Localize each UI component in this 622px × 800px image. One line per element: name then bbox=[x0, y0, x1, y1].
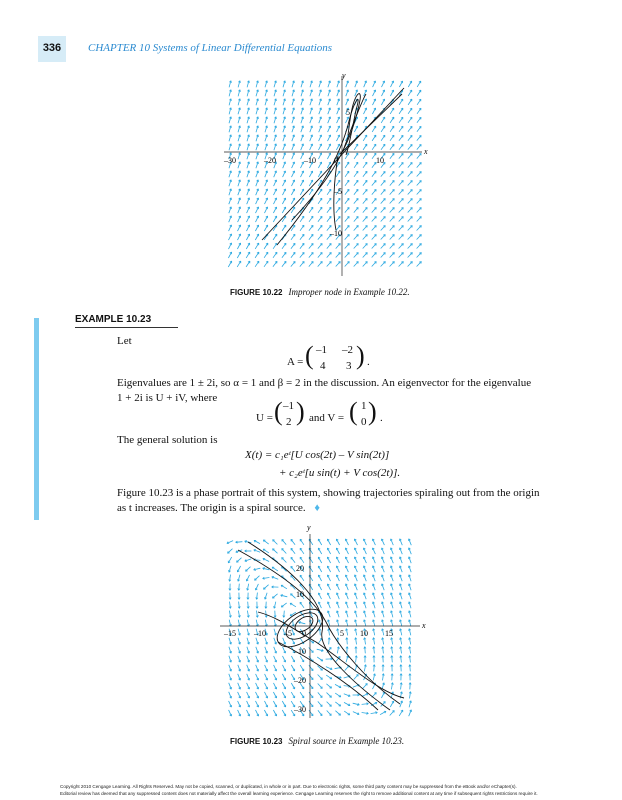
direction-arrow bbox=[300, 252, 304, 257]
direction-arrow bbox=[399, 180, 404, 185]
direction-arrow bbox=[336, 198, 340, 203]
direction-arrow bbox=[390, 244, 395, 249]
direction-arrow bbox=[228, 549, 233, 554]
direction-arrow bbox=[336, 253, 341, 258]
direction-arrow bbox=[381, 253, 386, 258]
direction-arrow bbox=[399, 253, 404, 258]
direction-arrow bbox=[408, 235, 413, 240]
example-let: Let bbox=[117, 335, 132, 347]
direction-arrow bbox=[381, 235, 386, 240]
direction-arrow bbox=[417, 144, 421, 149]
direction-arrow bbox=[363, 253, 368, 258]
direction-arrow bbox=[399, 244, 404, 249]
direction-arrow bbox=[381, 262, 386, 267]
direction-arrow bbox=[372, 198, 376, 203]
general-solution-intro: The general solution is bbox=[117, 434, 218, 446]
matrix-a-11: –1 bbox=[316, 344, 327, 356]
y-tick-2-4: –20 bbox=[294, 676, 306, 685]
direction-arrow bbox=[399, 171, 403, 176]
direction-arrow bbox=[318, 252, 322, 257]
direction-arrow bbox=[417, 253, 422, 258]
direction-arrow bbox=[246, 567, 251, 572]
direction-arrow bbox=[282, 549, 287, 554]
description-line-2-text: as t increases. The origin is a spiral source. bbox=[117, 502, 306, 514]
x-tick-4: 0 bbox=[334, 156, 338, 165]
vector-period: . bbox=[380, 412, 383, 424]
y-axis-label-1: y bbox=[342, 71, 346, 80]
direction-arrow bbox=[363, 235, 368, 240]
direction-arrow bbox=[390, 711, 395, 716]
y-tick-2: –5 bbox=[334, 187, 342, 196]
direction-arrow bbox=[354, 207, 358, 212]
direction-arrow bbox=[381, 208, 386, 213]
direction-arrow bbox=[309, 674, 313, 679]
direction-arrow bbox=[363, 684, 368, 689]
direction-arrow bbox=[345, 216, 349, 221]
direction-arrow bbox=[372, 207, 377, 212]
direction-arrow bbox=[399, 226, 404, 231]
direction-arrow bbox=[345, 207, 349, 212]
direction-arrow bbox=[309, 683, 313, 688]
direction-arrow bbox=[354, 235, 359, 240]
direction-arrow bbox=[327, 702, 332, 707]
direction-arrow bbox=[408, 208, 413, 213]
direction-arrow bbox=[372, 262, 377, 267]
direction-arrow bbox=[408, 190, 413, 195]
direction-arrow bbox=[408, 144, 412, 149]
direction-arrow bbox=[326, 684, 331, 688]
matrix-a-21: 4 bbox=[320, 360, 326, 372]
direction-arrow bbox=[417, 235, 422, 240]
direction-arrow bbox=[363, 262, 368, 267]
example-sidebar-bar bbox=[34, 318, 39, 520]
direction-arrow bbox=[363, 244, 368, 249]
x-tick-2-6: 10 bbox=[360, 629, 368, 638]
direction-arrow bbox=[417, 199, 422, 204]
direction-arrow bbox=[390, 144, 394, 149]
direction-arrow bbox=[291, 557, 295, 562]
direction-arrow bbox=[417, 208, 422, 213]
direction-arrow bbox=[309, 225, 313, 230]
direction-arrow bbox=[399, 262, 404, 267]
direction-arrow bbox=[399, 208, 404, 213]
eigen-line-1: Eigenvalues are 1 ± 2i, so α = 1 and β = 2 in the discussion. An eigenvector for the eigenvalue bbox=[117, 377, 532, 389]
direction-arrow bbox=[417, 126, 421, 131]
direction-arrow bbox=[390, 217, 395, 222]
direction-arrow bbox=[272, 594, 277, 598]
figure-10-22-caption bbox=[230, 287, 410, 297]
figure-10-22-label: FIGURE 10.22 bbox=[230, 288, 283, 297]
direction-field-1 bbox=[228, 81, 421, 267]
direction-arrow bbox=[390, 226, 395, 231]
direction-arrow bbox=[363, 180, 367, 185]
direction-arrow bbox=[417, 162, 422, 167]
direction-arrow bbox=[300, 234, 304, 239]
direction-arrow bbox=[363, 189, 367, 194]
direction-arrow bbox=[345, 225, 349, 230]
vector-v-2: 0 bbox=[361, 416, 367, 428]
direction-arrow bbox=[390, 180, 394, 185]
direction-arrow bbox=[390, 262, 395, 267]
figure-10-23-text: Spiral source in Example 10.23. bbox=[288, 736, 405, 746]
y-tick-2-5: –30 bbox=[294, 705, 306, 714]
direction-arrow bbox=[335, 702, 340, 706]
direction-arrow bbox=[336, 243, 341, 248]
figure-10-23-label: FIGURE 10.23 bbox=[230, 737, 283, 746]
direction-arrow bbox=[372, 253, 377, 258]
matrix-a-right-paren: ) bbox=[356, 341, 365, 370]
eigen-line-2: 1 + 2i is U + iV, where bbox=[117, 392, 218, 404]
x-tick-5: 10 bbox=[376, 156, 384, 165]
direction-arrow bbox=[372, 235, 377, 240]
direction-arrow bbox=[335, 711, 340, 716]
direction-arrow bbox=[381, 198, 386, 203]
direction-arrow bbox=[327, 243, 331, 248]
direction-arrow bbox=[372, 217, 377, 222]
direction-arrow bbox=[408, 253, 413, 258]
direction-arrow bbox=[399, 199, 404, 204]
direction-arrow bbox=[309, 234, 313, 239]
direction-arrow bbox=[318, 710, 322, 715]
footer-copyright-line-2: Editorial review has deemed that any suppressed content does not materially affect the overall learning experience. Cengage Learning reserves the right to remove additional content at any time if subsequent rights restrictions require it. bbox=[60, 791, 538, 796]
direction-arrow bbox=[318, 692, 322, 697]
direction-arrow bbox=[408, 135, 412, 140]
direction-arrow bbox=[345, 189, 349, 194]
direction-arrow bbox=[381, 171, 385, 176]
direction-arrow bbox=[390, 199, 395, 204]
direction-arrow bbox=[354, 225, 359, 230]
direction-arrow bbox=[318, 684, 323, 689]
direction-arrow bbox=[399, 144, 403, 149]
x-tick-2-3: –5 bbox=[284, 629, 292, 638]
direction-arrow bbox=[237, 558, 242, 563]
direction-arrow bbox=[363, 207, 367, 212]
direction-arrow bbox=[390, 235, 395, 240]
direction-arrow bbox=[399, 235, 404, 240]
direction-arrow bbox=[399, 217, 404, 222]
y-axis-label-2: y bbox=[307, 523, 311, 532]
direction-arrow bbox=[408, 153, 412, 158]
y-tick-1: 5 bbox=[346, 108, 350, 117]
direction-arrow bbox=[282, 252, 286, 257]
direction-arrow bbox=[300, 261, 304, 266]
direction-arrow bbox=[309, 252, 313, 257]
y-tick-2-2: 10 bbox=[296, 590, 304, 599]
direction-arrow bbox=[408, 217, 413, 222]
y-tick-3: –10 bbox=[330, 229, 342, 238]
direction-arrow bbox=[417, 181, 422, 186]
direction-arrow bbox=[327, 216, 331, 221]
direction-arrow bbox=[408, 126, 412, 131]
direction-arrow bbox=[345, 262, 350, 267]
direction-arrow bbox=[354, 253, 359, 258]
direction-arrow bbox=[399, 135, 403, 140]
direction-arrow bbox=[281, 603, 286, 607]
direction-arrow bbox=[327, 262, 332, 267]
direction-arrow bbox=[408, 162, 412, 167]
direction-arrow bbox=[345, 253, 350, 258]
direction-arrow bbox=[291, 261, 295, 266]
direction-arrow bbox=[300, 243, 304, 248]
figure-10-23-phase-portrait bbox=[218, 522, 430, 722]
footer-copyright-line-1: Copyright 2010 Cengage Learning. All Rights Reserved. May not be copied, scanned, or duplicated, in whole or in part. Due to electronic rights, some third party content may be suppressed from the eBook and/or eChapter(s). bbox=[60, 784, 517, 789]
direction-arrow bbox=[273, 549, 278, 554]
direction-arrow bbox=[372, 226, 377, 231]
direction-arrow bbox=[327, 207, 331, 212]
vector-u-2: 2 bbox=[286, 416, 292, 428]
matrix-a-period: . bbox=[367, 356, 370, 368]
direction-arrow bbox=[408, 199, 413, 204]
direction-arrow bbox=[263, 585, 268, 590]
direction-arrow bbox=[390, 162, 394, 167]
x-tick-2-2: –10 bbox=[254, 629, 266, 638]
direction-arrow bbox=[282, 539, 286, 544]
direction-arrow bbox=[318, 234, 322, 239]
direction-arrow bbox=[354, 244, 359, 249]
direction-arrow bbox=[417, 190, 422, 195]
solution-line-2: + c₂eᵗ[u sin(t) + V cos(2t)]. bbox=[279, 467, 401, 479]
direction-arrow bbox=[282, 558, 287, 563]
direction-arrow bbox=[390, 208, 395, 213]
matrix-a-22: 3 bbox=[346, 360, 352, 372]
x-tick-2: –20 bbox=[264, 156, 276, 165]
direction-arrow bbox=[309, 648, 314, 653]
x-tick-2-7: 15 bbox=[385, 629, 393, 638]
direction-arrow bbox=[372, 244, 377, 249]
direction-arrow bbox=[327, 711, 332, 716]
x-tick-2-5: 5 bbox=[340, 629, 344, 638]
direction-arrow bbox=[327, 252, 332, 257]
direction-arrow bbox=[336, 262, 341, 267]
direction-arrow bbox=[309, 665, 313, 670]
direction-arrow bbox=[363, 198, 367, 203]
direction-arrow bbox=[363, 226, 368, 231]
direction-arrow bbox=[417, 153, 421, 158]
vector-u-name: U = bbox=[256, 412, 273, 424]
direction-arrow bbox=[354, 180, 358, 185]
direction-arrow bbox=[309, 261, 313, 266]
direction-arrow bbox=[417, 117, 421, 122]
example-rule bbox=[75, 327, 178, 328]
direction-arrow bbox=[354, 189, 358, 194]
direction-arrow bbox=[363, 171, 367, 176]
direction-arrow bbox=[408, 226, 413, 231]
y-tick-2-3: –10 bbox=[294, 647, 306, 656]
direction-arrow bbox=[327, 693, 332, 698]
direction-arrow bbox=[318, 701, 322, 706]
direction-arrow bbox=[399, 153, 403, 158]
matrix-a-name: A = bbox=[287, 356, 304, 368]
x-tick-3: –10 bbox=[304, 156, 316, 165]
direction-arrow bbox=[381, 217, 386, 222]
direction-arrow bbox=[354, 198, 358, 203]
direction-arrow bbox=[381, 189, 385, 194]
direction-arrow bbox=[291, 548, 295, 553]
vector-u-left-paren: ( bbox=[274, 397, 283, 426]
direction-arrow bbox=[345, 244, 350, 249]
direction-arrow bbox=[381, 244, 386, 249]
direction-arrow bbox=[408, 244, 413, 249]
direction-arrow bbox=[282, 261, 286, 266]
direction-arrow bbox=[273, 261, 277, 266]
direction-arrow bbox=[291, 566, 295, 571]
vector-u-1: –1 bbox=[283, 400, 294, 412]
direction-arrow bbox=[318, 261, 323, 266]
and-v-label: and V = bbox=[309, 412, 345, 424]
direction-arrow bbox=[354, 216, 358, 221]
direction-arrow bbox=[345, 198, 349, 203]
x-axis-label-2: x bbox=[422, 621, 426, 630]
vector-v-left-paren: ( bbox=[349, 397, 358, 426]
vector-v-right-paren: ) bbox=[368, 397, 377, 426]
direction-arrow bbox=[318, 216, 322, 221]
description-line-2 bbox=[117, 501, 320, 516]
direction-arrow bbox=[363, 216, 368, 221]
direction-arrow bbox=[408, 262, 413, 267]
direction-arrow bbox=[354, 675, 359, 680]
direction-arrow bbox=[381, 226, 386, 231]
direction-arrow bbox=[291, 539, 295, 544]
direction-arrow bbox=[399, 162, 403, 167]
chapter-title: CHAPTER 10 Systems of Linear Differential Equations bbox=[88, 42, 333, 54]
direction-arrow bbox=[372, 180, 376, 185]
direction-arrow bbox=[408, 171, 413, 176]
end-of-example-diamond-icon: ♦ bbox=[314, 502, 320, 514]
page-number: 336 bbox=[42, 42, 62, 54]
direction-arrow bbox=[390, 189, 395, 194]
direction-arrow bbox=[417, 244, 422, 249]
x-axis-label-1: x bbox=[424, 147, 428, 156]
description-line-1: Figure 10.23 is a phase portrait of this system, showing trajectories spiraling out from the origin bbox=[117, 487, 540, 499]
direction-arrow bbox=[273, 540, 278, 545]
direction-arrow bbox=[381, 180, 385, 185]
direction-arrow bbox=[372, 189, 376, 194]
direction-arrow bbox=[291, 252, 295, 257]
example-heading: EXAMPLE 10.23 bbox=[75, 314, 152, 325]
direction-arrow bbox=[372, 171, 376, 176]
matrix-a-12: –2 bbox=[342, 344, 353, 356]
direction-arrow bbox=[318, 225, 322, 230]
direction-arrow bbox=[417, 172, 422, 177]
direction-arrow bbox=[417, 217, 422, 222]
direction-arrow bbox=[390, 253, 395, 258]
vector-v-1: 1 bbox=[361, 400, 367, 412]
x-tick-2-4: 0 bbox=[302, 629, 306, 638]
figure-10-22-phase-portrait bbox=[222, 70, 432, 280]
direction-arrow bbox=[399, 190, 404, 195]
direction-arrow bbox=[408, 181, 413, 186]
direction-arrow bbox=[255, 576, 260, 581]
direction-arrow bbox=[345, 234, 350, 239]
direction-arrow bbox=[318, 675, 323, 680]
direction-arrow bbox=[318, 243, 322, 248]
direction-arrow bbox=[390, 171, 394, 176]
direction-arrow bbox=[417, 262, 422, 267]
direction-arrow bbox=[336, 207, 340, 212]
solution-line-1: X(t) = c₁eᵗ[U cos(2t) – V sin(2t)] bbox=[245, 449, 390, 461]
figure-10-22-text: Improper node in Example 10.22. bbox=[288, 287, 410, 297]
matrix-a-left-paren: ( bbox=[305, 341, 314, 370]
x-tick-2-1: –15 bbox=[224, 629, 236, 638]
y-tick-2-1: 20 bbox=[296, 564, 304, 573]
direction-arrow bbox=[417, 135, 421, 140]
x-tick-1: –30 bbox=[224, 156, 236, 165]
direction-arrow bbox=[417, 226, 422, 231]
direction-arrow bbox=[291, 594, 296, 599]
vector-u-right-paren: ) bbox=[296, 397, 305, 426]
direction-arrow bbox=[263, 540, 268, 544]
direction-arrow bbox=[336, 216, 340, 221]
direction-arrow bbox=[309, 243, 313, 248]
direction-arrow bbox=[291, 243, 295, 248]
direction-arrow bbox=[354, 262, 359, 267]
direction-arrow bbox=[390, 153, 394, 158]
figure-10-23-caption bbox=[230, 736, 404, 746]
